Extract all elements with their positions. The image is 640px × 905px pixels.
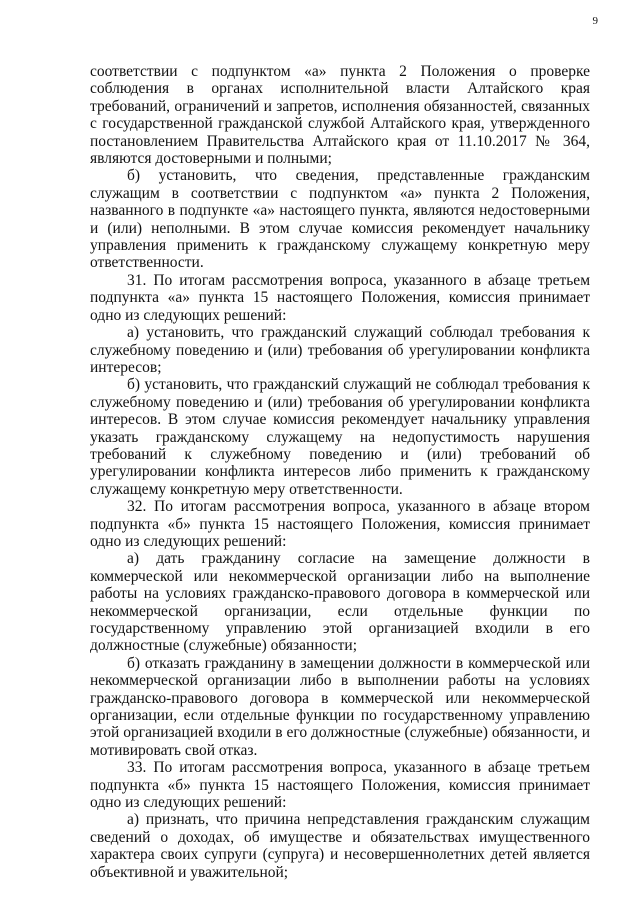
paragraph-32a: а) дать гражданину согласие на замещение должности в коммерческой или некоммерческой организации либо на выполнение работы на условиях гражданско-правового договора в коммерческой или некоммерческой организации, если отдельные функции по государственному управлению этой организацией входили в его должностные (служебные) обязанности; xyxy=(90,550,590,655)
paragraph-30b: б) установить, что сведения, представленные гражданским служащим в соответствии с подпунктом «а» пункта 2 Положения, названного в подпункте «а» настоящего пункта, являются недостоверными и (или) неполными. В этом случае комиссия рекомендует начальнику управления применить к гражданскому служащему конкретную меру ответственности. xyxy=(90,167,590,272)
paragraph-31: 31. По итогам рассмотрения вопроса, указанного в абзаце третьем подпункта «а» пункта 15 настоящего Положения, комиссия принимает одно из следующих решений: xyxy=(90,271,590,324)
document-body xyxy=(90,63,590,881)
paragraph-33a: а) признать, что причина непредставления гражданским служащим сведений о доходах, об имуществе и обязательствах имущественного характера своих супруги (супруга) и несовершеннолетних детей является объективной и уважительной; xyxy=(90,811,590,881)
paragraph-33: 33. По итогам рассмотрения вопроса, указанного в абзаце третьем подпункта «б» пункта 15 настоящего Положения, комиссия принимает одно из следующих решений: xyxy=(90,759,590,812)
paragraph-31b: б) установить, что гражданский служащий не соблюдал требования к служебному поведению и (или) требования об урегулировании конфликта интересов. В этом случае комиссия рекомендует начальнику управления указать гражданскому служащему на недопустимость нарушения требований к служебному поведению и (или) требований об урегулировании конфликта интересов либо применить к гражданскому служащему конкретную меру ответственности. xyxy=(90,376,590,498)
page-number: 9 xyxy=(592,15,598,27)
paragraph-32b: б) отказать гражданину в замещении должности в коммерческой или некоммерческой организации либо в выполнении работы на условиях гражданско-правового договора в коммерческой или некоммерческой организации, если отдельные функции по государственному управлению этой организацией входили в его должностные (служебные) обязанности, и мотивировать свой отказ. xyxy=(90,654,590,759)
paragraph-31a: а) установить, что гражданский служащий соблюдал требования к служебному поведению и (или) требования об урегулировании конфликта интересов; xyxy=(90,324,590,376)
paragraph-32: 32. По итогам рассмотрения вопроса, указанного в абзаце втором подпункта «б» пункта 15 настоящего Положения, комиссия принимает одно из следующих решений: xyxy=(90,498,590,550)
paragraph-continuation: соответствии с подпунктом «а» пункта 2 Положения о проверке соблюдения в органах исполнительной власти Алтайского края требований, ограничений и запретов, исполнения обязанностей, связанных с государственной гражданской службой Алтайского края, утвержденного постановлением Правительства Алтайского края от 11.10.2017 № 364, являются достоверными и полными; xyxy=(90,63,590,168)
